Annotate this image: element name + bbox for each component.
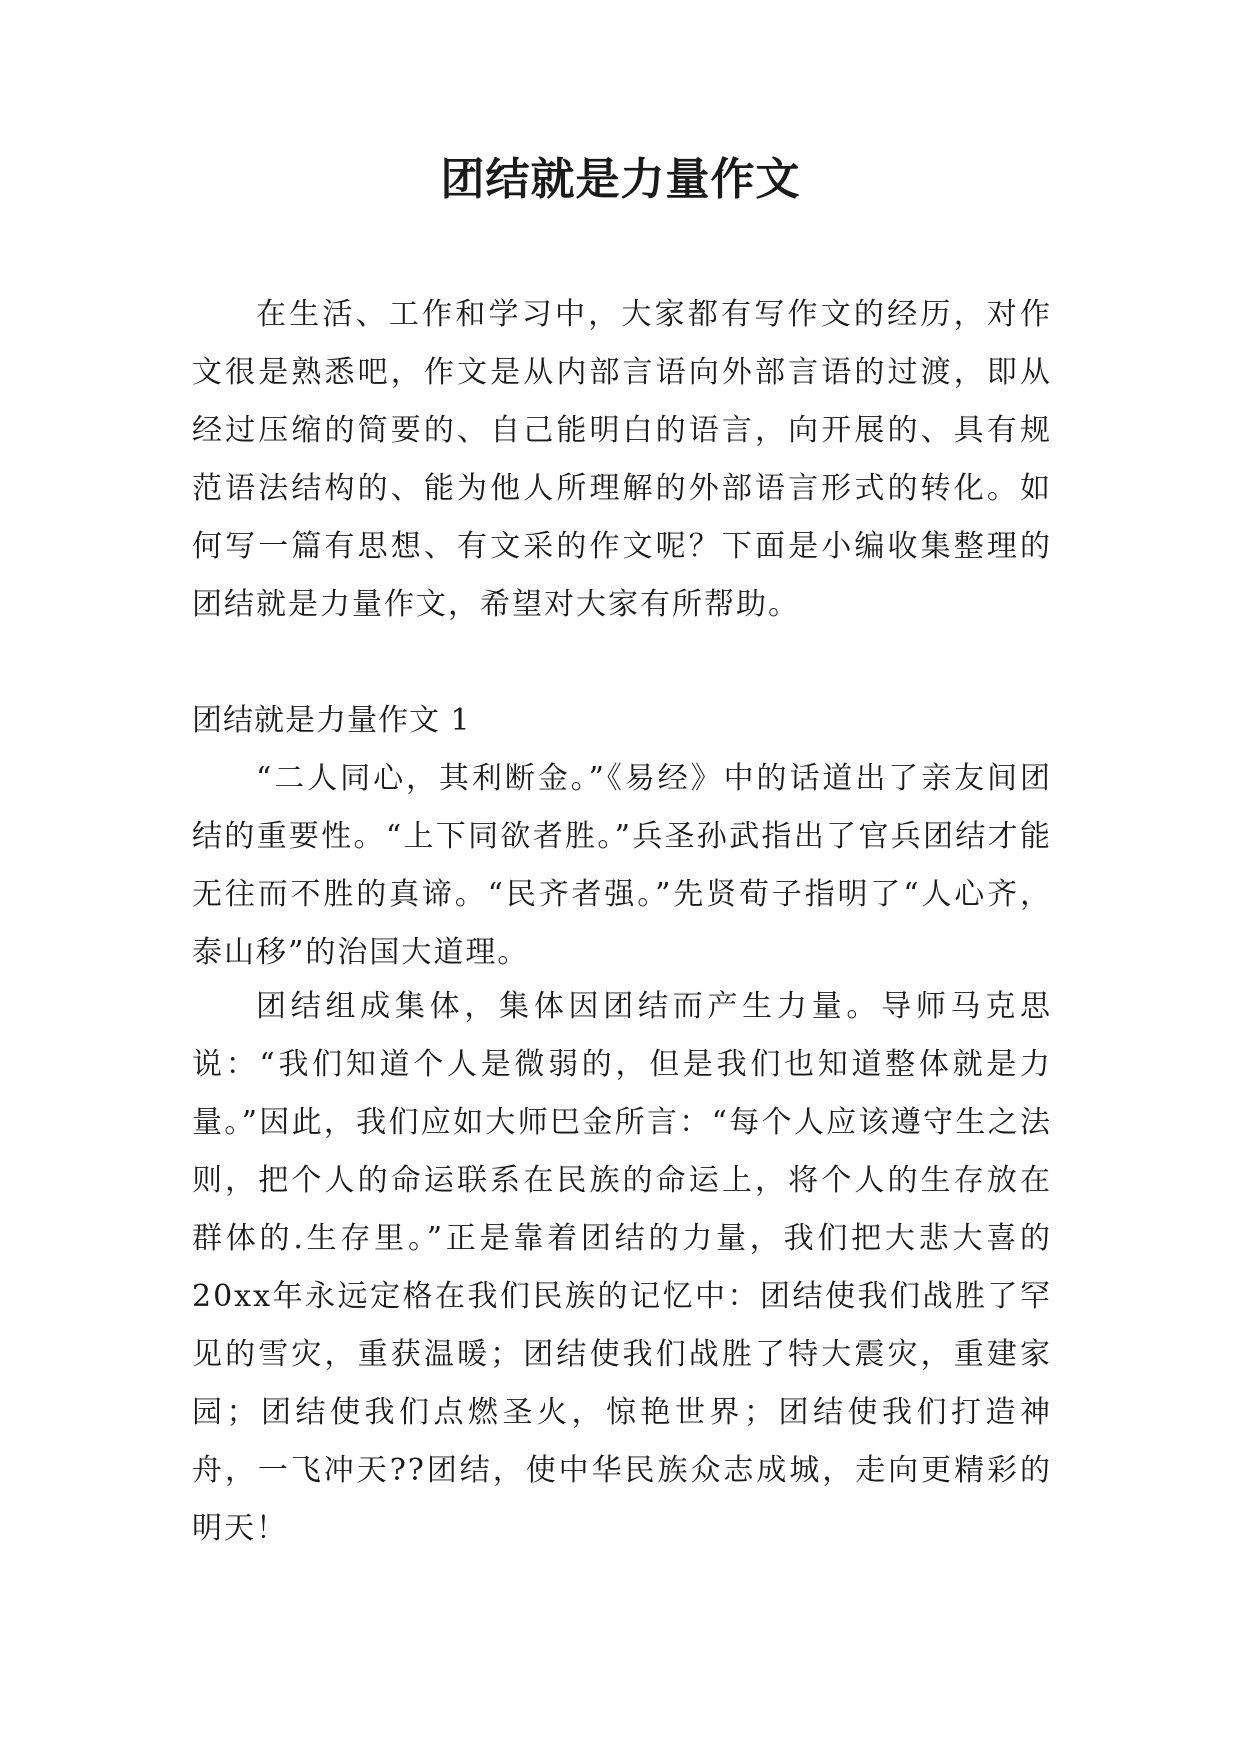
document-title: 团结就是力量作文 — [440, 154, 801, 205]
intro-paragraph: 在生活、工作和学习中，大家都有写作文的经历，对作文很是熟悉吧，作文是从内部言语向外部言语的过渡，即从经过压缩的简要的、自己能明白的语言，向开展的、具有规范语法结构的、能为他人所理解的外部语言形式的转化。如何写一篇有思想、有文采的作文呢？下面是小编收集整理的团结就是力量作文，希望对大家有所帮助。 — [192, 297, 1052, 622]
section-title: 团结就是力量作文 1 — [192, 703, 471, 738]
body-paragraph-1: “二人同心，其利断金。”《易经》中的话道出了亲友间团结的重要性。“上下同欲者胜。”兵圣孙武指出了官兵团结才能无往而不胜的真谛。“民齐者强。”先贤荀子指明了“人心齐，泰山移”的治国大道理。 — [192, 761, 1052, 970]
body-paragraph-2: 团结组成集体，集体因团结而产生力量。导师马克思说：“我们知道个人是微弱的，但是我们也知道整体就是力量。”因此，我们应如大师巴金所言：“每个人应该遵守生之法则，把个人的命运联系在民族的命运上，将个人的生存放在群体的.生存里。”正是靠着团结的力量，我们把大悲大喜的20xx年永远定格在我们民族的记忆中：团结使我们战胜了罕见的雪灾，重获温暖；团结使我们战胜了特大震灾，重建家园；团结使我们点燃圣火，惊艳世界；团结使我们打造神舟，一飞冲天??团结，使中华民族众志成城，走向更精彩的明天！ — [192, 989, 1052, 1546]
